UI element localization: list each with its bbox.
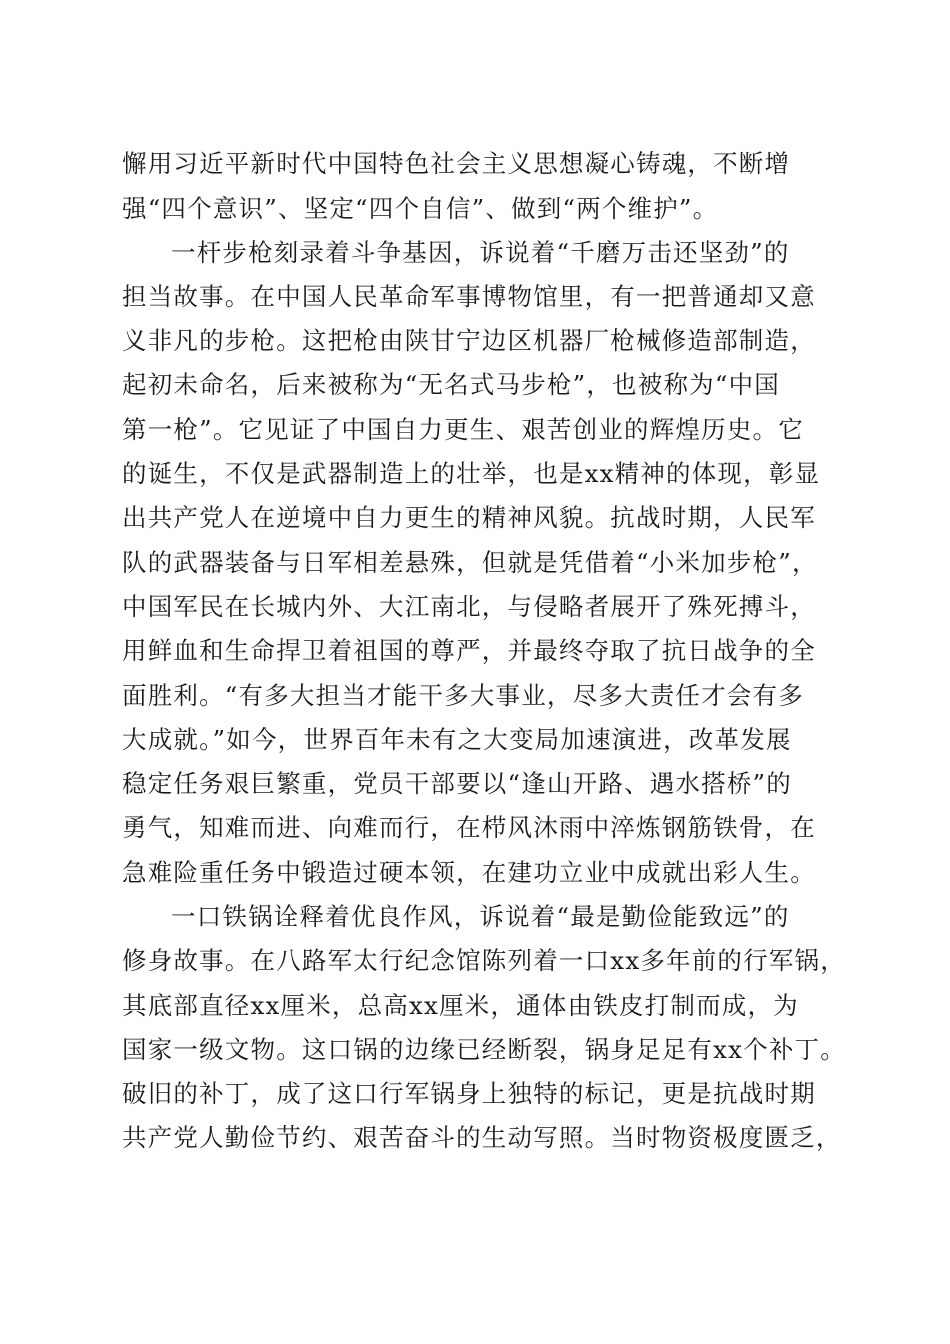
text-line: 第一枪”。它见证了中国自力更生、艰苦创业的辉煌历史。它 — [122, 415, 804, 444]
text-line: 修身故事。在八路军太行纪念馆陈列着一口xx多年前的行军锅， — [122, 946, 846, 975]
text-line: 队的武器装备与日军相差悬殊，但就是凭借着“小米加步枪”， — [122, 548, 818, 577]
text-line: 其底部直径xx厘米，总高xx厘米，通体由铁皮打制而成，为 — [122, 991, 799, 1020]
text-line: 起初未命名，后来被称为“无名式马步枪”，也被称为“中国 — [122, 370, 780, 399]
text-line: 的诞生，不仅是武器制造上的壮举，也是xx精神的体现，彰显 — [122, 459, 821, 488]
text-line: 担当故事。在中国人民革命军事博物馆里，有一把普通却又意 — [122, 282, 816, 311]
text-line: 破旧的补丁，成了这口行军锅身上独特的标记，更是抗战时期 — [122, 1079, 816, 1108]
text-line: 大成就。”如今，世界百年未有之大变局加速演进，改革发展 — [122, 725, 792, 754]
text-line: 国家一级文物。这口锅的边缘已经断裂，锅身足足有xx个补丁。 — [122, 1035, 846, 1064]
text-line: 强“四个意识”、坚定“四个自信”、做到“两个维护”。 — [122, 194, 719, 223]
text-line: 义非凡的步枪。这把枪由陕甘宁边区机器厂枪械修造部制造， — [122, 326, 816, 355]
text-line: 急难险重任务中锻造过硬本领，在建功立业中成就出彩人生。 — [122, 858, 816, 887]
text-line: 用鲜血和生命捍卫着祖国的尊严，并最终夺取了抗日战争的全 — [122, 636, 816, 665]
paragraph-start-line: 一杆步枪刻录着斗争基因，诉说着“千磨万击还坚劲”的 — [171, 238, 790, 267]
text-line: 中国军民在长城内外、大江南北，与侵略者展开了殊死搏斗， — [122, 592, 816, 621]
text-line: 稳定任务艰巨繁重，党员干部要以“逢山开路、遇水搭桥”的 — [122, 769, 792, 798]
text-line: 勇气，知难而进、向难而行，在栉风沐雨中淬炼钢筋铁骨，在 — [122, 813, 816, 842]
text-line: 出共产党人在逆境中自力更生的精神风貌。抗战时期，人民军 — [122, 503, 816, 532]
paragraph-start-line: 一口铁锅诠释着优良作风，诉说着“最是勤俭能致远”的 — [171, 902, 790, 931]
text-line: 共产党人勤俭节约、艰苦奋斗的生动写照。当时物资极度匮乏， — [122, 1123, 842, 1152]
text-line: 懈用习近平新时代中国特色社会主义思想凝心铸魂，不断增 — [122, 149, 791, 178]
text-line: 面胜利。“有多大担当才能干多大事业，尽多大责任才会有多 — [122, 681, 804, 710]
